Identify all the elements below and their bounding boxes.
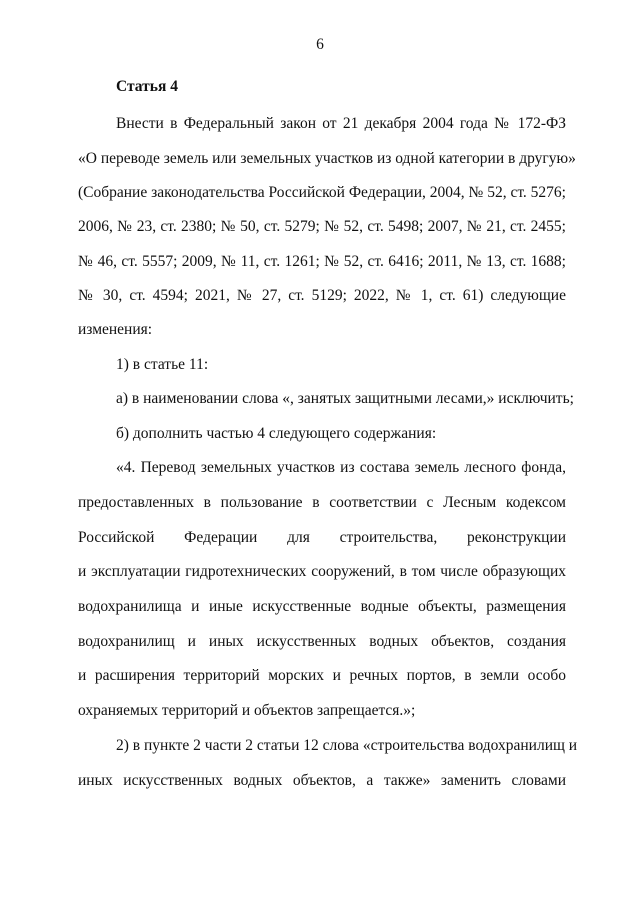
text-line: б) дополнить частью 4 следующего содержания: [116, 425, 437, 442]
text-line: 2) в пункте 2 части 2 статьи 12 слова «строительства водохранилищ и [116, 737, 578, 754]
text-line: Российской Федерации для строительства, реконструкции [78, 529, 566, 546]
text-line: и эксплуатации гидротехнических сооружений, в том числе образующих [78, 563, 566, 580]
text-line: 2006, № 23, ст. 2380; № 50, ст. 5279; № 52, ст. 5498; 2007, № 21, ст. 2455; [78, 218, 566, 235]
text-line: водохранилища и иные искусственные водные объекты, размещения [78, 598, 566, 615]
article-heading: Статья 4 [116, 78, 178, 95]
text-line: Внести в Федеральный закон от 21 декабря 2004 года № 172-ФЗ [116, 115, 566, 132]
text-line: 1) в статье 11: [116, 356, 209, 373]
text-line: (Собрание законодательства Российской Федерации, 2004, № 52, ст. 5276; [78, 184, 566, 201]
text-line: а) в наименовании слова «, занятых защитными лесами,» исключить; [116, 390, 574, 407]
text-line: иных искусственных водных объектов, а также» заменить словами [78, 772, 566, 789]
text-line: водохранилищ и иных искусственных водных объектов, создания [78, 633, 566, 650]
text-line: «О переводе земель или земельных участков из одной категории в другую» [78, 150, 576, 167]
page-number: 6 [316, 36, 324, 53]
text-line: «4. Перевод земельных участков из состава земель лесного фонда, [116, 459, 566, 476]
text-line: № 30, ст. 4594; 2021, № 27, ст. 5129; 2022, № 1, ст. 61) следующие [78, 287, 566, 304]
text-line: № 46, ст. 5557; 2009, № 11, ст. 1261; № 52, ст. 6416; 2011, № 13, ст. 1688; [78, 253, 566, 270]
text-line: изменения: [78, 321, 153, 338]
text-line: предоставленных в пользование в соответствии с Лесным кодексом [78, 494, 566, 511]
text-line: и расширения территорий морских и речных портов, в земли особо [78, 667, 566, 684]
text-line: охраняемых территорий и объектов запрещается.»; [78, 702, 416, 719]
